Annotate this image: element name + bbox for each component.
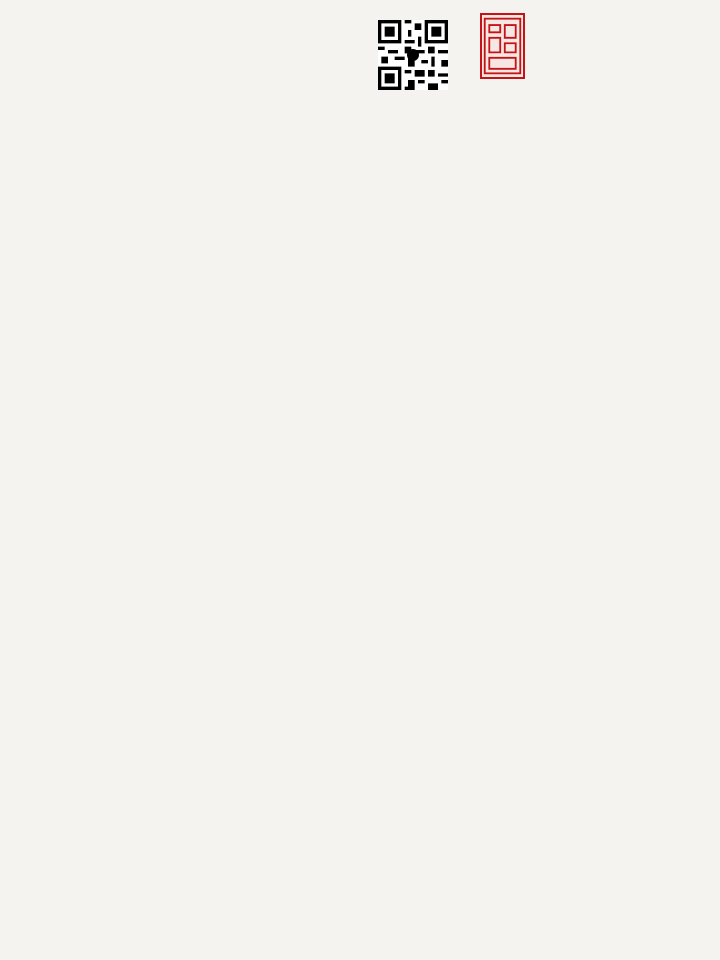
- qr-code-icon[interactable]: [378, 20, 448, 90]
- brand-logo: [532, 8, 712, 58]
- seal-stamp-icon: [480, 13, 525, 79]
